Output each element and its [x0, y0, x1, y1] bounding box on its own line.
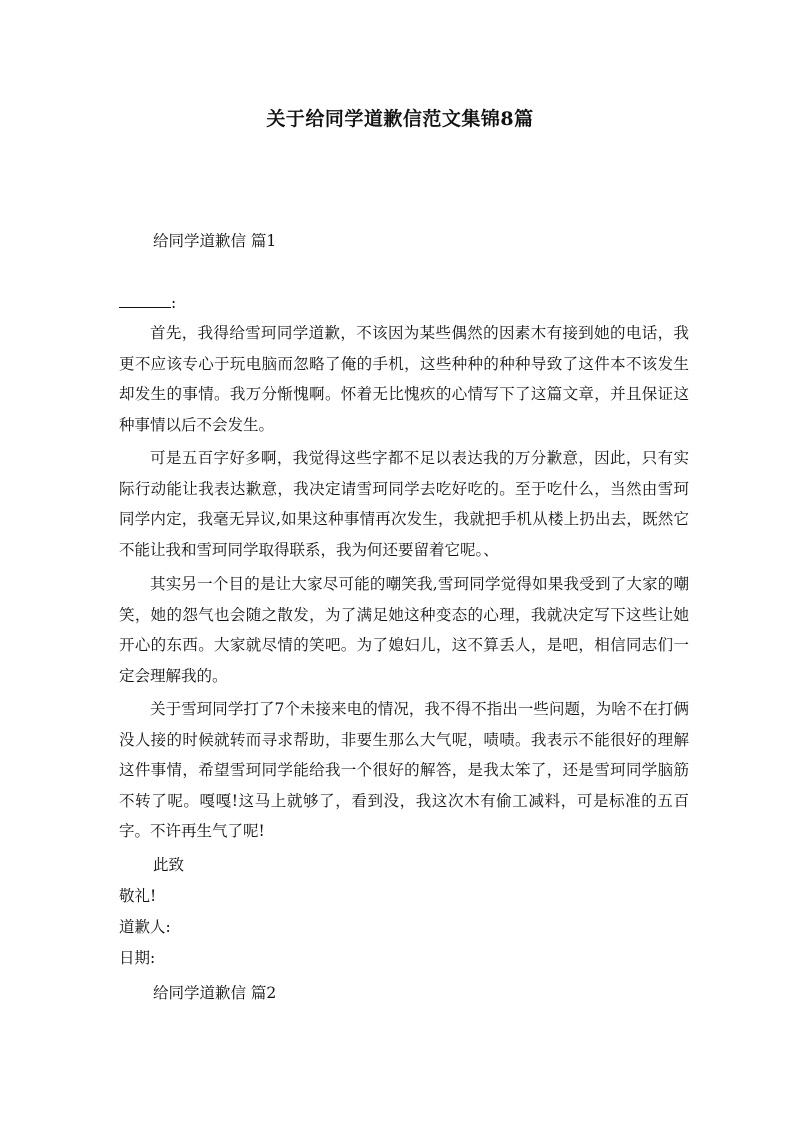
paragraph: 关于雪珂同学打了7个未接来电的情况，我不得不指出一些问题，为啥不在打俩没人接的时候就转而寻求帮助，非要生那么大气呢，啧啧。我表示不能很好的理解这件事情，希望雪珂同学能给我一个很好的解答，是我太笨了，还是雪珂同学脑筋不转了呢。嘎嘎!这马上就够了，看到没，我这次木有偷工减料，可是标准的五百字。不许再生气了呢!	[119, 700, 689, 840]
section-heading-2: 给同学道歉信 篇2	[153, 984, 277, 1002]
date-label: 日期:	[119, 949, 156, 967]
salutation-colon: :	[171, 294, 177, 312]
regards: 敬礼!	[119, 887, 157, 905]
salutation	[119, 293, 176, 312]
paragraph: 首先，我得给雪珂同学道歉，不该因为某些偶然的因素木有接到她的电话，我更不应该专心于玩电脑而忽略了俺的手机，这些种种的种种导致了这件本不该发生却发生的事情。我万分惭愧啊。怀着无比愧疚的心情写下了这篇文章，并且保证这种事情以后不会发生。	[119, 324, 689, 434]
paragraph: 其实另一个目的是让大家尽可能的嘲笑我,雪珂同学觉得如果我受到了大家的嘲笑，她的怨气也会随之散发，为了满足她这种变态的心理，我就决定写下这些让她开心的东西。大家就尽情的笑吧。为了媳妇儿，这不算丢人，是吧，相信同志们一定会理解我的。	[119, 575, 689, 685]
closing: 此致	[153, 856, 185, 874]
document-title: 关于给同学道歉信范文集锦8篇	[266, 108, 534, 130]
signer-label: 道歉人:	[119, 918, 171, 936]
paragraph: 可是五百字好多啊，我觉得这些字都不足以表达我的万分歉意，因此，只有实际行动能让我表达歉意，我决定请雪珂同学去吃好吃的。至于吃什么，当然由雪珂同学内定，我毫无异议,如果这种事情再次发生，我就把手机从楼上扔出去，既然它不能让我和雪珂同学取得联系，我为何还要留着它呢。、	[119, 449, 689, 559]
section-heading-1: 给同学道歉信 篇1	[153, 232, 277, 250]
salutation-blank	[119, 293, 171, 308]
